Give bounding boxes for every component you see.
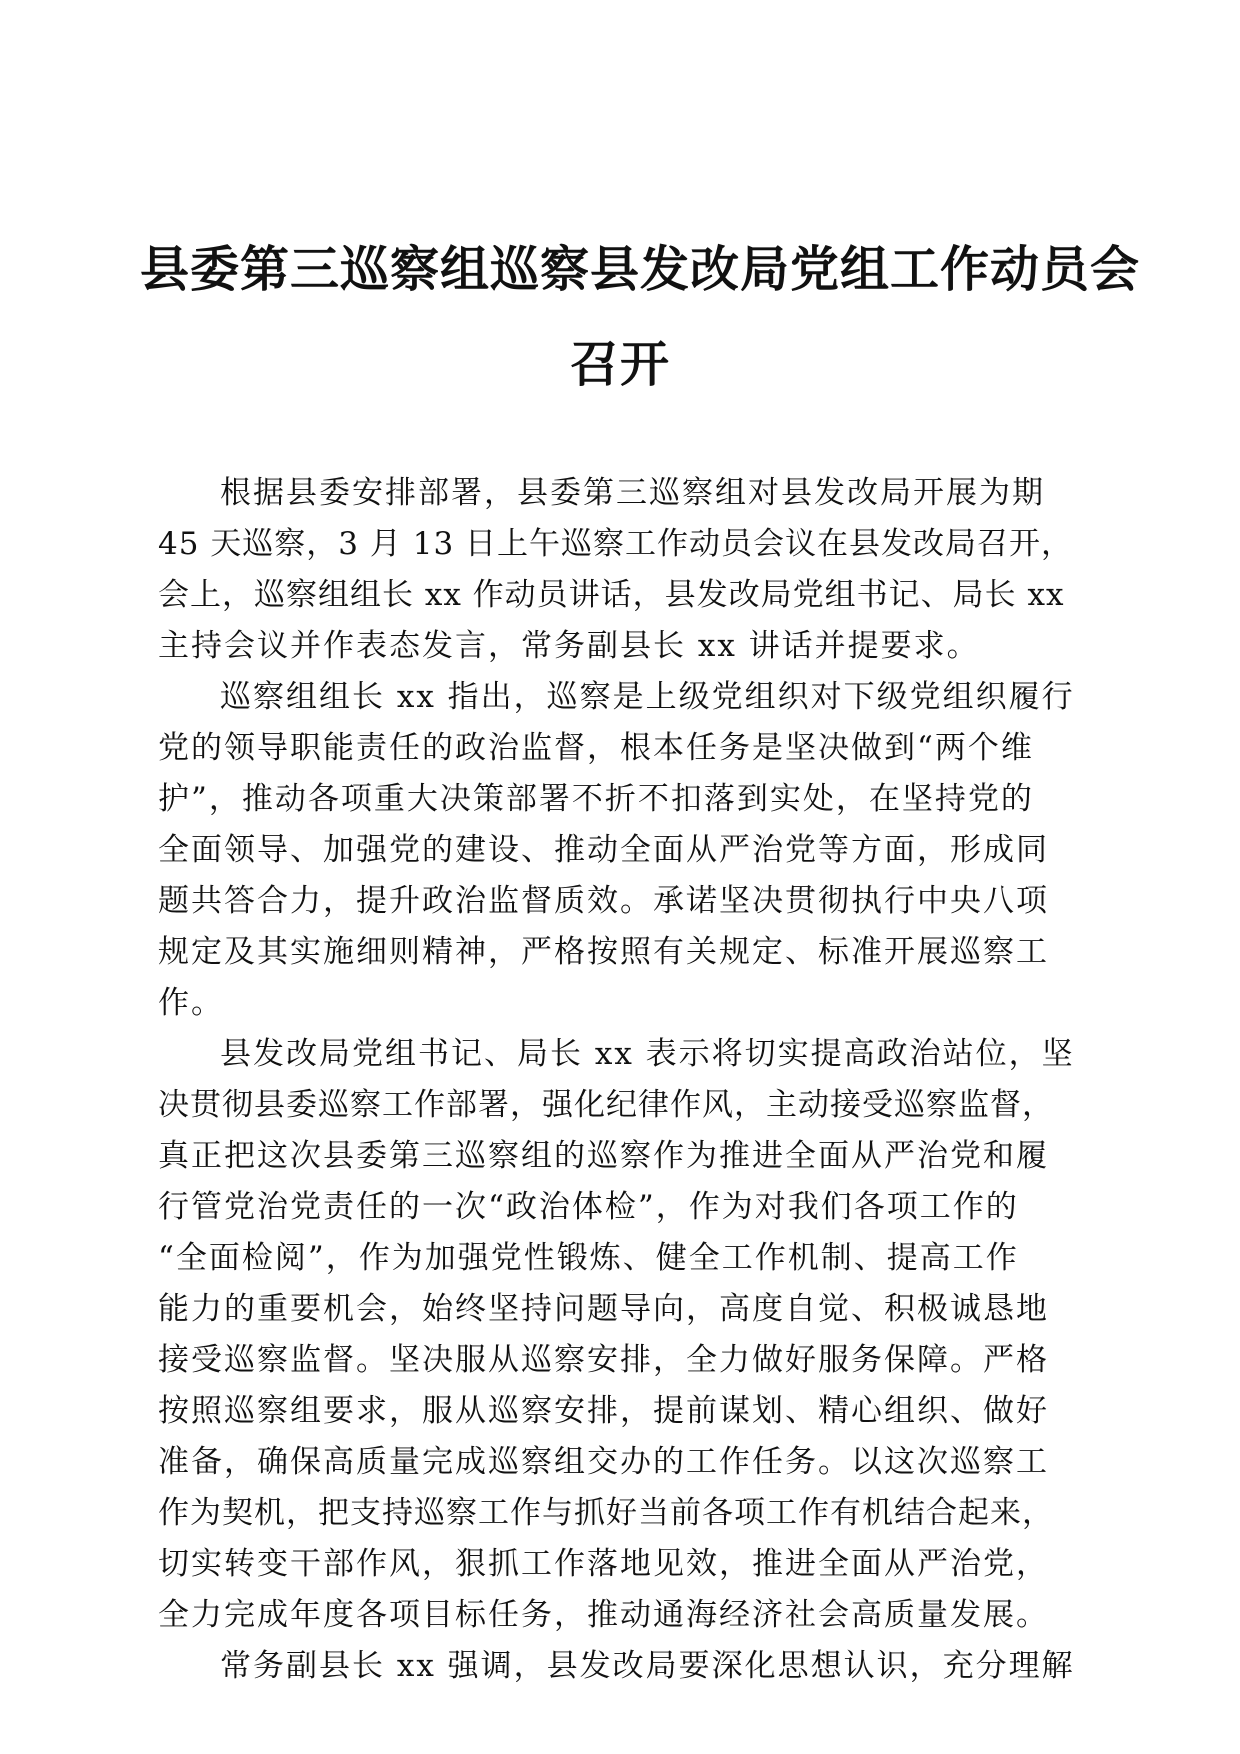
text-line: 护”，推动各项重大决策部署不折不扣落到实处，在坚持党的 (158, 781, 1034, 817)
text-line: 规定及其实施细则精神，严格按照有关规定、标准开展巡察工 (158, 934, 1049, 970)
text-line: 接受巡察监督。坚决服从巡察安排，全力做好服务保障。严格 (158, 1342, 1049, 1378)
text-line: 切实转变干部作风，狠抓工作落地见效，推进全面从严治党， (158, 1546, 1049, 1582)
paragraph-2 (158, 672, 1078, 1029)
text-line: 真正把这次县委第三巡察组的巡察作为推进全面从严治党和履 (158, 1138, 1049, 1174)
document-title (140, 222, 1141, 412)
paragraph-3 (158, 1029, 1078, 1641)
text-line: 会上，巡察组组长 xx 作动员讲话，县发改局党组书记、局长 xx (158, 577, 1065, 613)
paragraph-4 (158, 1641, 1078, 1692)
text-line: “全面检阅”，作为加强党性锻炼、健全工作机制、提高工作 (158, 1240, 1019, 1276)
text-line: 题共答合力，提升政治监督质效。承诺坚决贯彻执行中央八项 (158, 883, 1049, 919)
title-line: 县委第三巡察组巡察县发改局党组工作动员会 (140, 240, 1141, 298)
text-line: 常务副县长 xx 强调，县发改局要深化思想认识，充分理解 (220, 1648, 1075, 1684)
text-line: 行管党治党责任的一次“政治体检”，作为对我们各项工作的 (158, 1189, 1019, 1225)
document-body (158, 468, 1078, 1692)
text-line: 主持会议并作表态发言，常务副县长 xx 讲话并提要求。 (158, 628, 980, 664)
text-line: 作。 (158, 985, 224, 1021)
title-line: 召开 (569, 335, 670, 393)
text-line: 45 天巡察，3 月 13 日上午巡察工作动员会议在县发改局召开， (158, 526, 1074, 562)
text-line: 全力完成年度各项目标任务，推动通海经济社会高质量发展。 (158, 1597, 1049, 1633)
text-line: 作为契机，把支持巡察工作与抓好当前各项工作有机结合起来， (158, 1495, 1054, 1531)
paragraph-1 (158, 468, 1078, 672)
text-line: 决贯彻县委巡察工作部署，强化纪律作风，主动接受巡察监督， (158, 1087, 1054, 1123)
text-line: 党的领导职能责任的政治监督，根本任务是坚决做到“两个维 (158, 730, 1034, 766)
text-line: 根据县委安排部署，县委第三巡察组对县发改局开展为期 (220, 475, 1045, 511)
text-line: 能力的重要机会，始终坚持问题导向，高度自觉、积极诚恳地 (158, 1291, 1049, 1327)
text-line: 县发改局党组书记、局长 xx 表示将切实提高政治站位，坚 (220, 1036, 1075, 1072)
text-line: 准备，确保高质量完成巡察组交办的工作任务。以这次巡察工 (158, 1444, 1049, 1480)
text-line: 全面领导、加强党的建设、推动全面从严治党等方面，形成同 (158, 832, 1049, 868)
text-line: 按照巡察组要求，服从巡察安排，提前谋划、精心组织、做好 (158, 1393, 1049, 1429)
text-line: 巡察组组长 xx 指出，巡察是上级党组织对下级党组织履行 (220, 679, 1075, 715)
